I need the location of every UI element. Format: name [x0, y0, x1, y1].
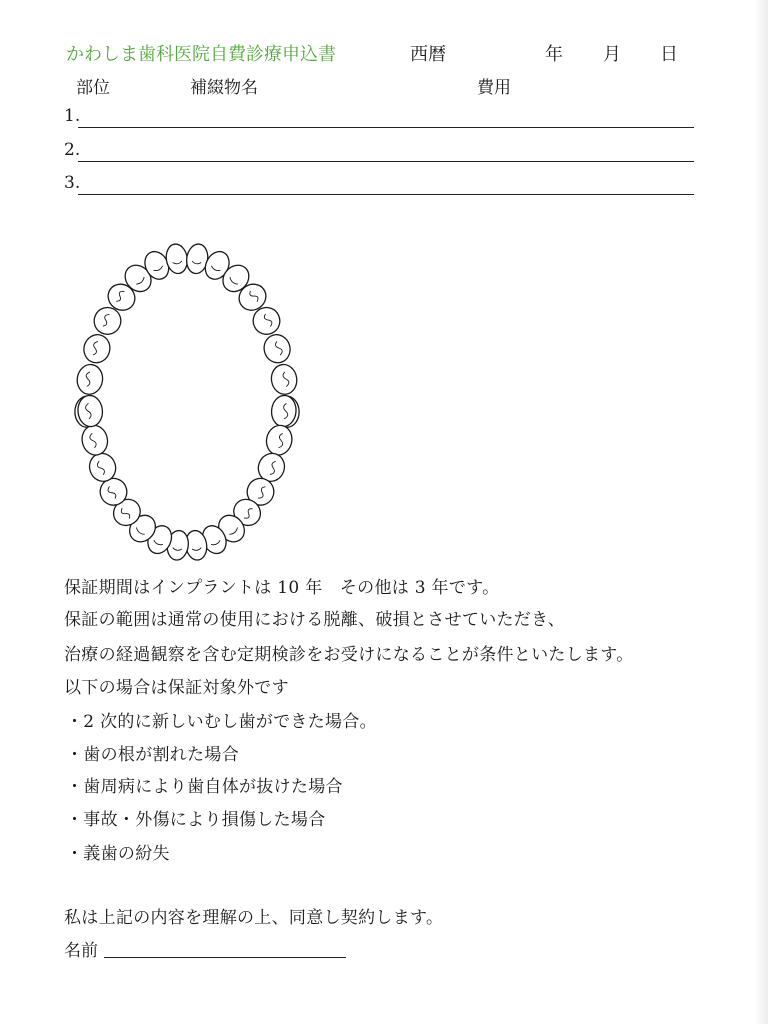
tooth-outline-icon — [264, 423, 295, 458]
exclusion-item: ・2 次的に新しいむし歯ができた場合。 — [66, 712, 377, 732]
tooth-outline-icon — [261, 331, 294, 365]
tooth-outline-icon — [79, 423, 110, 458]
entry-underline — [78, 161, 694, 162]
warranty-scope: 保証の範囲は通常の使用における脱離、破損とさせていただき、 — [64, 610, 566, 630]
signature-underline — [104, 957, 346, 958]
tooth-outline-icon — [269, 363, 298, 396]
exclusion-item: ・事故・外傷により損傷した場合 — [66, 810, 326, 830]
warranty-condition: 治療の経過観察を含む定期検診をお受けになることが条件といたします。 — [64, 645, 634, 665]
warranty-period: 保証期間はインプラントは 10 年 その他は 3 年です。 — [64, 578, 500, 598]
lower-dental-arch — [77, 394, 298, 561]
entry-number: 2. — [64, 140, 81, 160]
column-header-prosthesis: 補綴物名 — [190, 78, 258, 98]
entry-line-2[interactable] — [64, 140, 694, 164]
exclusions-title: 以下の場合は保証対象外です — [64, 678, 289, 698]
column-header-part: 部位 — [76, 78, 110, 98]
entry-number: 1. — [64, 106, 81, 126]
agreement-statement: 私は上記の内容を理解の上、同意し契約します。 — [64, 908, 444, 928]
page-edge — [754, 0, 768, 1024]
year-label: 年 — [545, 44, 563, 65]
upper-dental-arch — [75, 243, 300, 428]
tooth-outline-icon — [80, 331, 113, 365]
signature-field[interactable] — [64, 936, 346, 960]
month-label: 月 — [603, 44, 621, 65]
form-title: かわしま歯科医院自費診療申込書 — [66, 44, 336, 65]
entry-underline — [78, 127, 694, 128]
tooth-outline-icon — [75, 363, 104, 396]
exclusion-item: ・歯周病により歯自体が抜けた場合 — [66, 777, 343, 797]
entry-line-3[interactable] — [64, 173, 694, 197]
signature-label: 名前 — [64, 941, 98, 961]
dental-arch-chart-icon — [60, 236, 315, 566]
entry-number: 3. — [64, 173, 81, 193]
column-header-cost: 費用 — [477, 78, 511, 98]
entry-line-1[interactable] — [64, 106, 694, 130]
day-label: 日 — [660, 44, 678, 65]
exclusion-item: ・歯の根が割れた場合 — [66, 745, 239, 765]
entry-underline — [78, 194, 694, 195]
era-label: 西暦 — [410, 44, 446, 65]
exclusion-item: ・義歯の紛失 — [66, 844, 170, 864]
